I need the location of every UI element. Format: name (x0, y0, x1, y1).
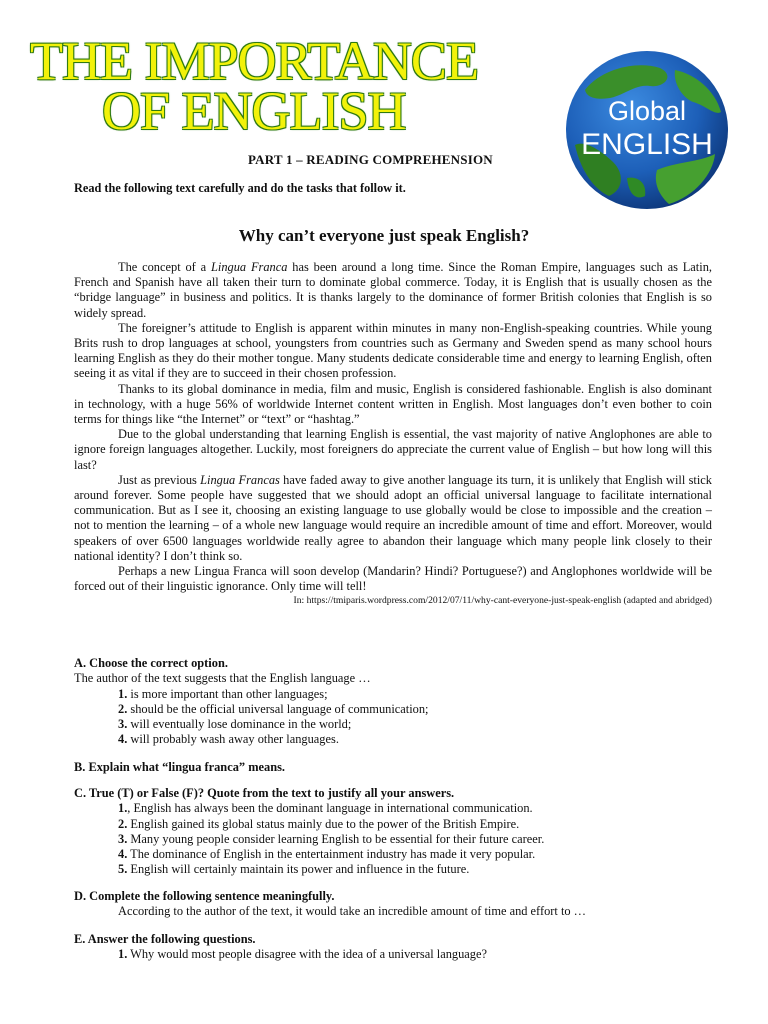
logo-word-global: Global (607, 96, 687, 126)
statement-number: 1. (118, 801, 128, 816)
paragraph-4: Due to the global understanding that learning English is essential, the vast majority of native Anglophones are able to ignore foreign languages altogether. Luckily, most foreigners do appreciate the current value of English – but how long will this last? (74, 427, 712, 472)
option-item (74, 732, 714, 747)
statement-item (74, 817, 714, 832)
section-d (74, 889, 714, 920)
paragraph-2: The foreigner’s attitude to English is apparent within minutes in many non-English-speaking countries. While young Brits rush to drop languages at school, youngsters from countries such as Germany and Sweden spend as many school hours learning English as they do their mother tongue. Many students dedicate considerable time and energy to learning English, often seeing it as vital if they are to succeed in their chosen profession. (74, 320, 712, 381)
p1-text-b: has been around a long time. Since the Roman Empire, languages such as Latin, French and Spanish have all taken their turn to dominate global commerce. Today, it is English that is usually chosen as the “bridge language” in business and politics. It is thanks largely to the dominance of former British colonies that English is so widely spread. (74, 260, 712, 320)
section-e-heading: E. Answer the following questions. (74, 932, 256, 946)
option-text: will probably wash away other languages. (127, 732, 339, 747)
source-citation: In: https://tmiparis.wordpress.com/2012/07/11/why-cant-everyone-just-speak-english (adapted and abridged) (293, 595, 712, 607)
p5-text-b: have faded away to give another language its turn, it is unlikely that English will stick around forever. Some people have suggested that we should adopt an official universal language to facilitate international communication. But as I see it, choosing an existing language to use globally would be close to impossible and the creation – not to mention the learning – of a whole new language would require an incredible amount of time and effort. Moreover, would speakers of over 6500 languages worldwide really agree to abandon their language which many people link closely to their national identity? I don’t think so. (74, 472, 712, 563)
p1-italic: Lingua Franca (210, 260, 288, 274)
question-number: 1. (118, 947, 128, 962)
paragraph-6: Perhaps a new Lingua Franca will soon develop (Mandarin? Hindi? Portuguese?) and Anglophones worldwide will be forced out of their linguistic ignorance. Only time will tell! (74, 564, 712, 594)
section-e (74, 932, 714, 963)
title-line-1: THE IMPORTANCE (30, 31, 478, 91)
statement-item (74, 801, 714, 816)
article-body (74, 260, 712, 607)
statement-number: 4. (118, 847, 128, 862)
p1-text-a: The concept of a (118, 260, 211, 274)
logo-word-english: ENGLISH (581, 128, 713, 161)
section-c (74, 786, 714, 878)
instructions: Read the following text carefully and do the tasks that follow it. (74, 181, 406, 195)
p5-text-a: Just as previous (118, 472, 201, 487)
statement-number: 2. (118, 816, 128, 831)
option-item (74, 687, 714, 702)
question-text: Why would most people disagree with the idea of a universal language? (127, 947, 487, 962)
option-item (74, 702, 714, 717)
option-number: 1. (118, 686, 128, 701)
option-text: should be the official universal language of communication; (127, 701, 429, 716)
paragraph-3: Thanks to its global dominance in media, film and music, English is considered fashionable. English is also dominant in technology, with a huge 56% of worldwide Internet content written in English. Most languages don’t even bother to coin terms for things like “the Internet” or “text” or “hashtag.” (74, 381, 712, 427)
statement-text: English will certainly maintain its power and influence in the future. (127, 862, 470, 877)
statement-item (74, 847, 714, 862)
option-item (74, 717, 714, 732)
option-number: 4. (118, 732, 128, 747)
statement-item (74, 832, 714, 847)
title-line-2: OF ENGLISH (102, 81, 406, 141)
statement-item (74, 862, 714, 877)
option-number: 3. (118, 717, 128, 732)
article-heading: Why can’t everyone just speak English? (238, 226, 530, 245)
statement-text: , English has always been the dominant language in international communication. (127, 801, 533, 816)
section-a-heading: A. Choose the correct option. (74, 656, 228, 670)
statement-number: 3. (118, 831, 128, 846)
statement-number: 5. (118, 862, 128, 877)
p5-italic: Lingua Francas (200, 472, 280, 487)
statement-text: Many young people consider learning English to be essential for their future career. (127, 831, 545, 846)
global-english-logo (565, 50, 729, 210)
option-text: is more important than other languages; (127, 686, 328, 701)
paragraph-5 (74, 473, 712, 564)
section-c-heading: C. True (T) or False (F)? Quote from the text to justify all your answers. (74, 786, 455, 800)
paragraph-1 (74, 260, 712, 321)
page-title (30, 31, 570, 141)
statement-text: English gained its global status mainly due to the power of the British Empire. (127, 816, 520, 831)
statement-text: The dominance of English in the entertainment industry has made it very popular. (127, 847, 536, 862)
section-d-sentence: According to the author of the text, it would take an incredible amount of time and effort to … (118, 904, 587, 919)
section-b-heading: B. Explain what “lingua franca” means. (74, 760, 286, 774)
section-d-heading: D. Complete the following sentence meaningfully. (74, 889, 335, 903)
section-a-stem: The author of the text suggests that the English language … (74, 671, 371, 686)
section-a (74, 656, 714, 748)
question-item (74, 947, 714, 962)
option-text: will eventually lose dominance in the world; (127, 717, 352, 732)
section-b (74, 760, 714, 775)
part-label: PART 1 – READING COMPREHENSION (248, 152, 493, 167)
option-number: 2. (118, 701, 128, 716)
